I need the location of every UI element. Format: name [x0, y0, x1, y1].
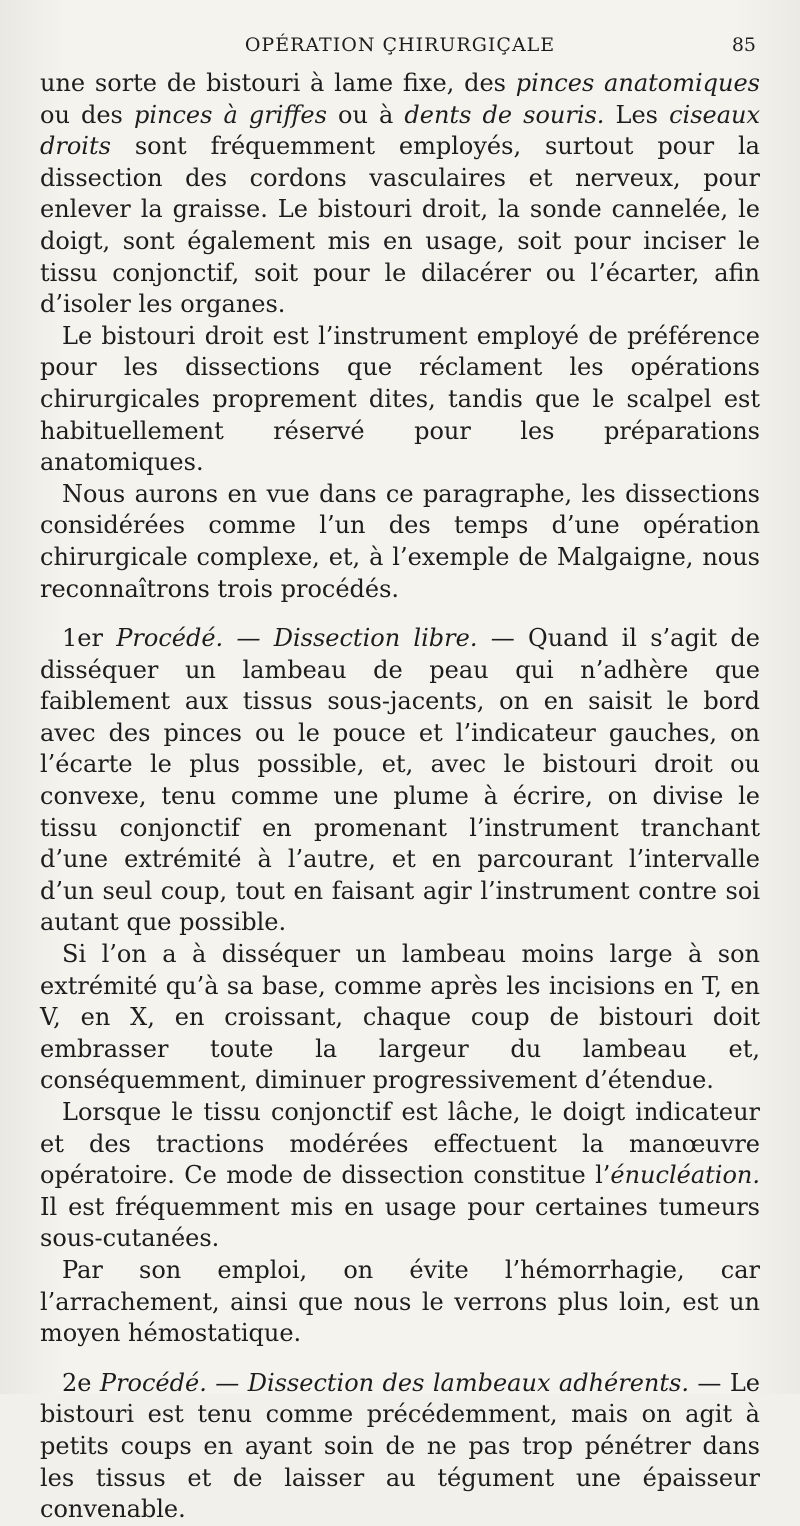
procede-title: Procédé. — Dissection des lambeaux adhérents. [99, 1368, 689, 1397]
paragraph-bistouri: Le bistouri droit est l’instrument employé de préférence pour les dissections que réclament les opérations chirurgicales proprement dites, tandis que le scalpel est habituellement réservé pour les préparations anatomiques. [40, 321, 760, 477]
paragraph-hemorrhagie: Par son emploi, on évite l’hémorrhagie, car l’arrachement, ainsi que nous le verrons plus loin, est un moyen hémostatique. [40, 1255, 760, 1348]
paragraph-procede-1 [40, 623, 760, 939]
italic-term: énucléation. [610, 1161, 760, 1190]
procede-number: 2e [62, 1368, 92, 1397]
paragraph-enucleation [40, 1097, 760, 1255]
text-run: — Le bistouri est tenu comme précédemment, mais on agit à petits coups en ayant soin de ne pas trop pénétrer dans les tissus et de laisser au tégument une épaisseur convenable. [40, 1368, 760, 1524]
running-title: OPÉRATION ÇHIRURGIÇALE [244, 34, 556, 56]
procede-title: Procédé. — Dissection libre. [116, 624, 478, 653]
paragraph-intro-procedes: Nous aurons en vue dans ce paragraphe, les dissections considérées comme l’un des temps d’une opération chirurgicale complexe, et, à l’exemple de Malgaigne, nous reconnaîtrons trois procédés. [40, 479, 760, 603]
text-run: Lorsque le tissu conjonctif est lâche, le doigt indicateur et des tractions modérées effectuent la manœuvre opératoire. Ce mode de dissection constitue l’ [40, 1098, 760, 1190]
page-header [40, 28, 760, 62]
text-run: ou à [326, 100, 405, 129]
paragraph-procede-2 [40, 1368, 760, 1526]
paragraph-lambeau: Si l’on a à disséquer un lambeau moins large à son extrémité qu’à sa base, comme après les incisions en T, en V, en X, en croissant, chaque coup de bistouri doit embrasser toute la largeur du lambeau et, conséquemment, diminuer progressivement d’étendue. [40, 940, 760, 1095]
text-run: sont fréquemment employés, surtout pour la dissection des cordons vasculaires et nerveux, pour enlever la graisse. Le bistouri droit, la sonde cannelée, le doigt, sont également mis en usage, soit pour inciser le tissu conjonctif, soit pour le dilacérer ou l’écarter, afin d’isoler les organes. [40, 132, 760, 319]
procede-number: 1er [62, 624, 103, 653]
text-run: une sorte de bistouri à lame fixe, des [40, 69, 516, 97]
paragraph-instruments [40, 68, 760, 321]
italic-term: dents de souris. [404, 100, 605, 129]
text-run: Il est fréquemment mis en usage pour certaines tumeurs sous-cutanées. [40, 1192, 760, 1253]
text-run: ou des [40, 100, 134, 129]
italic-term: pinces anatomiques [515, 69, 761, 97]
italic-term: pinces à griffes [133, 100, 327, 129]
body-text [40, 68, 760, 1526]
italic-term: ciseaux droits [40, 100, 761, 161]
page-number: 85 [731, 34, 756, 56]
text-run: — Quand il s’agit de disséquer un lambeau de peau qui n’adhère que faiblement aux tissus sous-jacents, on en saisit le bord avec des pinces ou le pouce et l’indicateur gauches, on l’écarte le plus possible, et, avec le bistouri droit ou convexe, tenu comme une plume à écrire, on divise le tissu conjonctif en promenant l’instrument tranchant d’une extrémité à l’autre, et en parcourant l’intervalle d’un seul coup, tout en faisant agir l’instrument contre soi autant que possible. [40, 624, 760, 937]
text-run: Les [604, 100, 670, 129]
